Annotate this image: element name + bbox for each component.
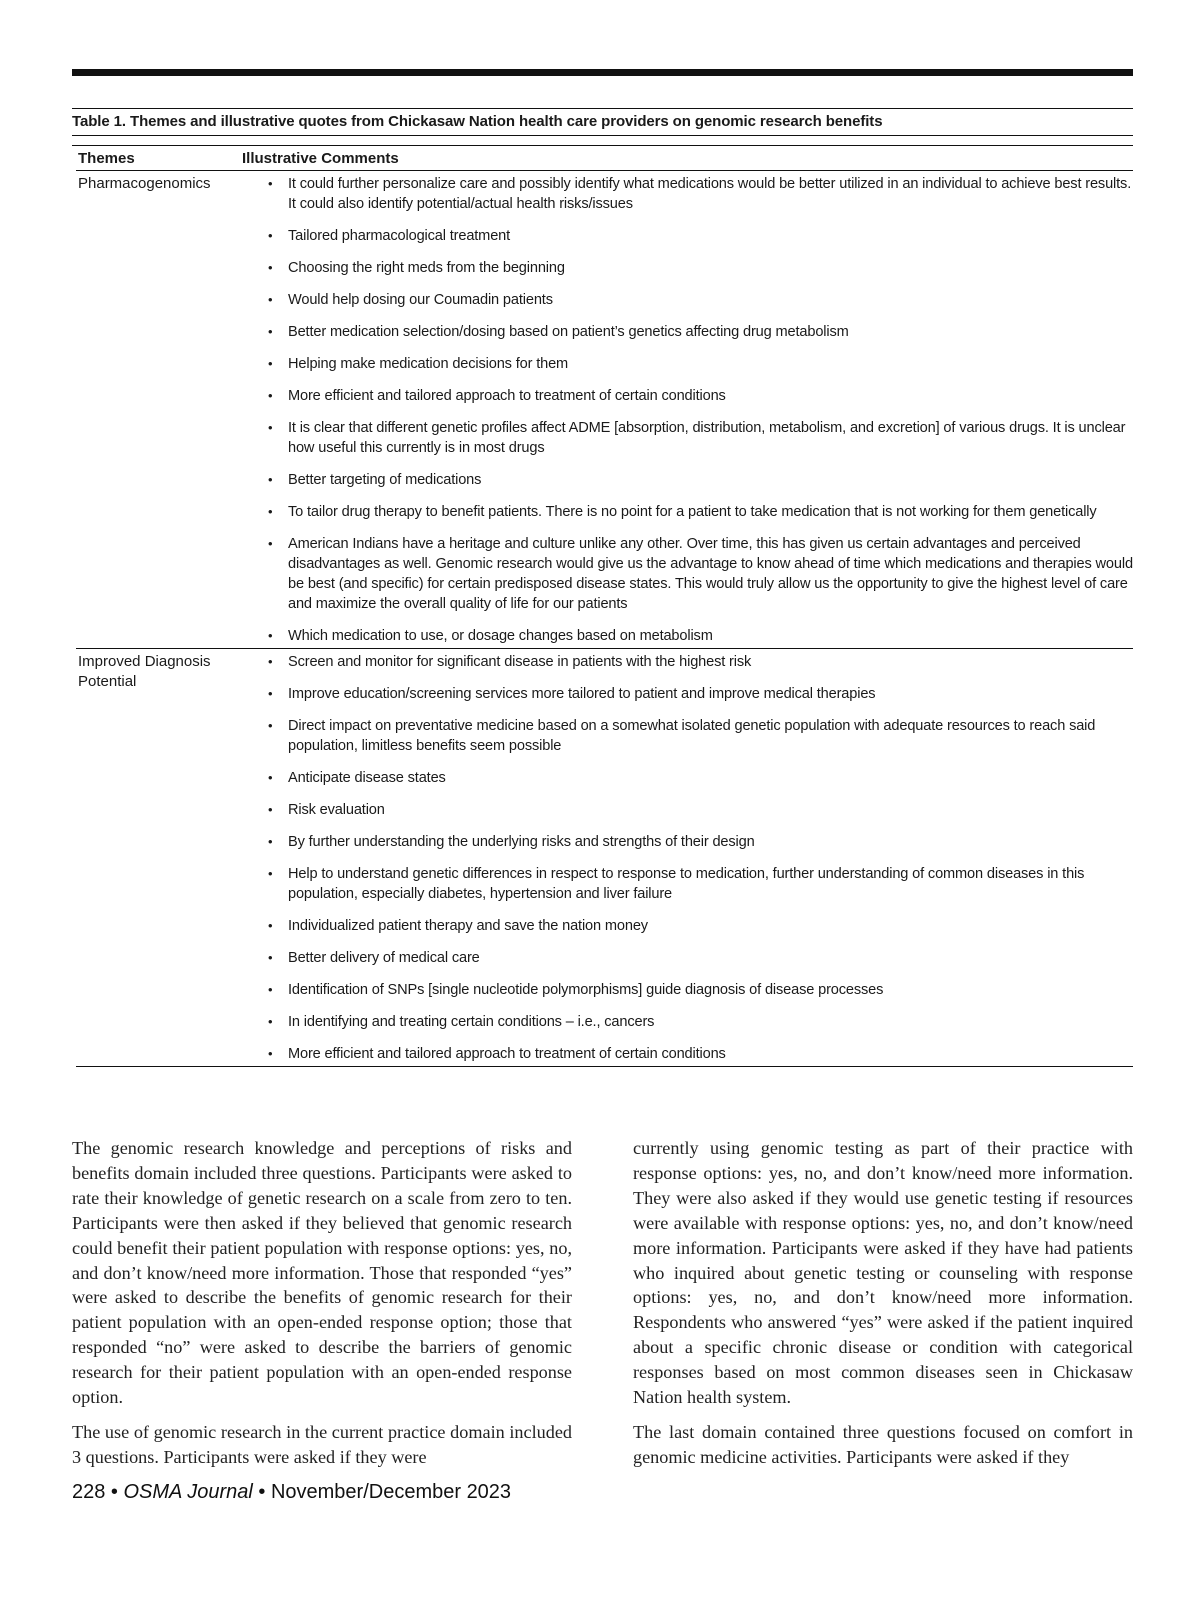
theme-name: Pharmacogenomics	[78, 175, 211, 192]
quote-item: • By further understanding the underlying risks and strengths of their design	[266, 829, 1133, 852]
paragraph: The last domain contained three questions focused on comfort in genomic medicine activities. Participants were asked if they	[633, 1421, 1133, 1467]
quote-item: • Better medication selection/dosing based on patient’s genetics affecting drug metabolism	[266, 319, 1133, 342]
theme-row	[72, 171, 1133, 648]
footer-separator: •	[105, 1481, 124, 1503]
quote-item: • Which medication to use, or dosage changes based on metabolism	[266, 623, 1133, 646]
body-column-left	[72, 1136, 572, 1480]
row-rule	[76, 1066, 1133, 1067]
paragraph: currently using genomic testing as part of their practice with response options: yes, no, and don’t know/need more information. They were also asked if they would use genetic testing if resources were available with response options: yes, no, and don’t know/need more information. Participants were asked if they have had patients who inquired about genetic testing or counseling with response options: yes, no, and don’t know/need more information. Respondents who answered “yes” were asked if the patient inquired about a specific chronic disease or condition with categorical responses based on most common diseases seen in Chickasaw Nation health system.	[633, 1138, 1133, 1408]
quote-item: • Individualized patient therapy and save the nation money	[266, 913, 1133, 936]
quote-item: • More efficient and tailored approach to treatment of certain conditions	[266, 1041, 1133, 1064]
quote-item: • Screen and monitor for significant disease in patients with the highest risk	[266, 649, 1133, 672]
paragraph: The genomic research knowledge and perceptions of risks and benefits domain included three questions. Participants were asked to rate their knowledge of genetic research on a scale from zero to ten. Participants were then asked if they believed that genomic research could benefit their patient population with response options: yes, no, and don’t know/need more information. Those that responded “yes” were asked to describe the benefits of genomic research for their patient population with an open-ended response option; those that responded “no” were asked to describe the barriers of genomic research for their patient population with an open-ended response option.	[72, 1138, 572, 1408]
quote-item: • Anticipate disease states	[266, 765, 1133, 788]
quote-item: • To tailor drug therapy to benefit patients. There is no point for a patient to take medication that is not working for them genetically	[266, 499, 1133, 522]
quote-item: • In identifying and treating certain conditions – i.e., cancers	[266, 1009, 1133, 1032]
quote-item: • Help to understand genetic differences in respect to response to medication, further understanding of common diseases in this population, especially diabetes, hypertension and liver failure	[266, 861, 1133, 904]
quote-item: • Improve education/screening services more tailored to patient and improve medical therapies	[266, 681, 1133, 704]
paragraph: The use of genomic research in the current practice domain included 3 questions. Participants were asked if they were	[72, 1421, 572, 1467]
table-body	[72, 171, 1133, 1067]
header-comments: Illustrative Comments	[242, 150, 399, 167]
quote-list	[266, 171, 1133, 648]
body-text	[72, 1136, 1133, 1480]
quote-item: • American Indians have a heritage and culture unlike any other. Over time, this has given us certain advantages and perceived disadvantages as well. Genomic research would give us the advantage to know ahead of time which medications and therapies would be best (and specific) for certain predisposed disease states. This would truly allow us the opportunity to give the highest level of care and maximize the overall quality of life for our patients	[266, 531, 1133, 614]
table-caption: Table 1. Themes and illustrative quotes from Chickasaw Nation health care providers on genomic research benefits	[72, 113, 883, 130]
page-footer	[72, 1481, 511, 1504]
quote-item: • Would help dosing our Coumadin patients	[266, 287, 1133, 310]
quote-item: • Helping make medication decisions for them	[266, 351, 1133, 374]
header-themes: Themes	[78, 150, 135, 167]
caption-rule-bottom	[72, 135, 1133, 136]
quote-item: • Better delivery of medical care	[266, 945, 1133, 968]
theme-name: Improved Diagnosis Potential	[78, 653, 211, 690]
quote-item: • More efficient and tailored approach to treatment of certain conditions	[266, 383, 1133, 406]
quote-item: • Choosing the right meds from the beginning	[266, 255, 1133, 278]
quote-item: • It is clear that different genetic profiles affect ADME [absorption, distribution, metabolism, and excretion] of various drugs. It is unclear how useful this currently is in most drugs	[266, 415, 1133, 458]
body-column-right	[633, 1136, 1133, 1480]
issue-date: November/December 2023	[270, 1481, 512, 1503]
quote-item: • Better targeting of medications	[266, 467, 1133, 490]
quote-item: • Tailored pharmacological treatment	[266, 223, 1133, 246]
header-rule	[72, 69, 1133, 76]
quote-item: • Direct impact on preventative medicine based on a somewhat isolated genetic population with adequate resources to reach said population, limitless benefits seem possible	[266, 713, 1133, 756]
themes-table	[72, 108, 1133, 1067]
theme-row	[72, 649, 1133, 1066]
quote-list	[266, 649, 1133, 1066]
footer-separator: •	[252, 1481, 271, 1503]
journal-name: OSMA Journal	[123, 1481, 253, 1503]
table-header	[72, 146, 1133, 170]
page-number: 228	[72, 1481, 106, 1503]
quote-item: • Identification of SNPs [single nucleotide polymorphisms] guide diagnosis of disease processes	[266, 977, 1133, 1000]
quote-item: • Risk evaluation	[266, 797, 1133, 820]
quote-item: • It could further personalize care and possibly identify what medications would be better utilized in an individual to achieve best results. It could also identify potential/actual health risks/issues	[266, 171, 1133, 214]
